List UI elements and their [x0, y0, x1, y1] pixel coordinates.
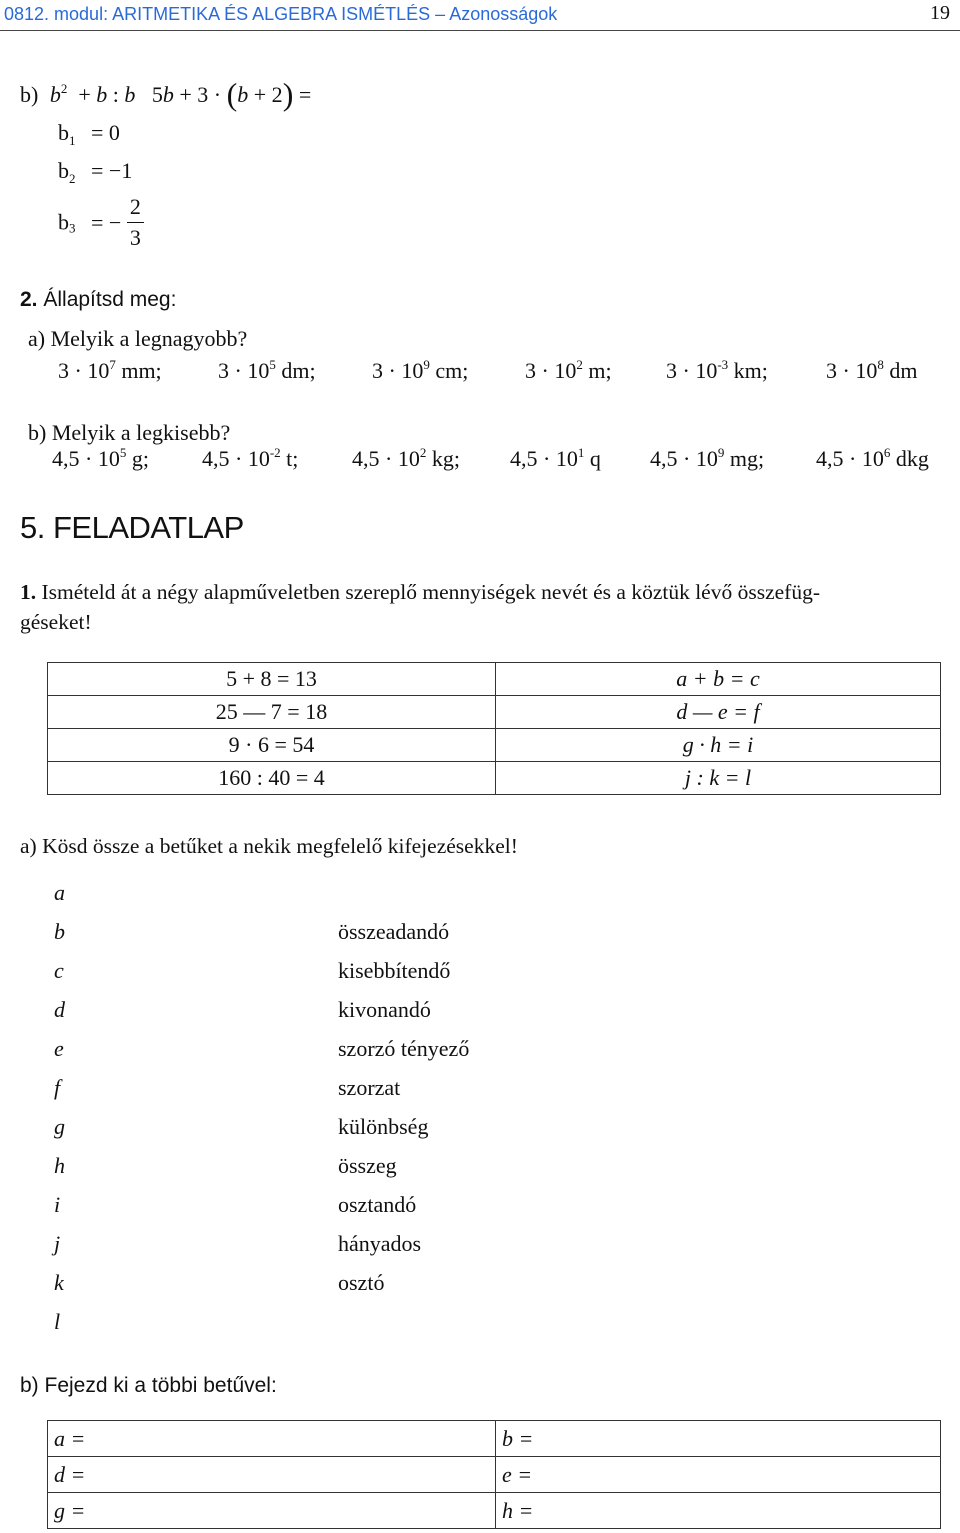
table-cell: 9 · 6 = 54: [48, 729, 496, 762]
task2-a-question: a) Melyik a legnagyobb?: [28, 326, 248, 351]
b-item-2: $4,5 \cdot 10^2$ kg;: [352, 445, 460, 471]
table-row: [48, 696, 941, 729]
a-item-4: $3 \cdot 10^{-3}$ km;: [666, 357, 768, 383]
fill-cell[interactable]: g =: [48, 1493, 496, 1529]
table-row: [48, 1493, 941, 1529]
letter-item[interactable]: j: [54, 1231, 61, 1256]
table-cell: 5 + 8 = 13: [48, 663, 496, 696]
term-item[interactable]: hányados: [338, 1231, 422, 1256]
term-item[interactable]: összeg: [338, 1153, 397, 1178]
task2-b-question: b) Melyik a legkisebb?: [28, 420, 231, 445]
term-item[interactable]: szorzó tényező: [338, 1036, 470, 1061]
letter-item[interactable]: i: [54, 1192, 61, 1217]
b2-line: $b_2 = -1$: [58, 158, 133, 186]
task1-text-line2: géseket!: [20, 610, 92, 634]
a-item-3: $3 \cdot 10^2$ m;: [525, 357, 612, 383]
expression-line: [20, 76, 311, 113]
letter-item[interactable]: c: [54, 958, 64, 983]
fill-cell[interactable]: d =: [48, 1457, 496, 1493]
section-title: 5. FELADATLAP: [20, 510, 244, 545]
letter-item[interactable]: g: [54, 1114, 65, 1139]
fill-cell[interactable]: a =: [48, 1421, 496, 1457]
table-row: [48, 1457, 941, 1493]
expression-label: b): [20, 82, 39, 107]
letter-item[interactable]: a: [54, 880, 65, 905]
task1-a-instruction: a) Kösd össze a betűket a nekik megfelelő kifejezésekkel!: [20, 834, 518, 858]
table-cell: g · h = i: [496, 729, 941, 762]
table-row: [48, 1421, 941, 1457]
term-item[interactable]: szorzat: [338, 1075, 401, 1100]
task2-heading: 2. Állapítsd meg:: [20, 288, 177, 311]
letter-item[interactable]: f: [54, 1075, 61, 1100]
letter-item[interactable]: b: [54, 919, 65, 944]
term-item[interactable]: különbség: [338, 1114, 429, 1139]
task1-text-line1: 1. Ismételd át a négy alapműveletben szereplő mennyiségek nevét és a köztük lévő összefüg-: [20, 580, 820, 604]
task1-b-instruction: b) Fejezd ki a többi betűvel:: [20, 1374, 277, 1397]
a-item-0: $3 \cdot 10^7$ mm;: [58, 357, 162, 383]
b-item-0: $4,5 \cdot 10^5$ g;: [52, 445, 149, 471]
term-item[interactable]: kivonandó: [338, 997, 431, 1022]
page-number: 19: [930, 2, 950, 24]
table-row: [48, 762, 941, 795]
a-item-1: $3 \cdot 10^5$ dm;: [218, 357, 316, 383]
term-item[interactable]: osztó: [338, 1270, 385, 1295]
letter-item[interactable]: l: [54, 1309, 61, 1334]
letter-item[interactable]: d: [54, 997, 65, 1022]
table-cell: j : k = l: [496, 762, 941, 795]
a-item-2: $3 \cdot 10^9$ cm;: [372, 357, 469, 383]
fill-cell[interactable]: b =: [496, 1421, 941, 1457]
header-divider: [0, 30, 960, 31]
b-item-1: $4,5 \cdot 10^{-2}$ t;: [202, 445, 299, 471]
b-item-3: $4,5 \cdot 10^1$ q: [510, 445, 601, 471]
header-title: 0812. modul: ARITMETIKA ÉS ALGEBRA ISMÉTLÉS – Azonosságok: [4, 4, 558, 24]
b-item-4: $4,5 \cdot 10^9$ mg;: [650, 445, 765, 471]
expression-body: $b^2 + b$ : b 5b + 3 · (b + 2) =: [49, 76, 312, 112]
term-item[interactable]: osztandó: [338, 1192, 417, 1217]
table-cell: a + b = c: [496, 663, 941, 696]
term-item[interactable]: összeadandó: [338, 919, 450, 944]
table-row: [48, 729, 941, 762]
b3-line: $b_3$ = − $\frac{2}{3}$: [58, 194, 144, 251]
table-cell: 160 : 40 = 4: [48, 762, 496, 795]
b1-line: $b_1 = 0$: [58, 120, 120, 148]
letter-item[interactable]: e: [54, 1036, 64, 1061]
letter-item[interactable]: k: [54, 1270, 64, 1295]
fill-table: [47, 1420, 941, 1529]
fill-cell[interactable]: h =: [496, 1493, 941, 1529]
table-row: [48, 663, 941, 696]
letter-item[interactable]: h: [54, 1153, 65, 1178]
table-cell: d — e = f: [496, 696, 941, 729]
fill-cell[interactable]: e =: [496, 1457, 941, 1493]
a-item-5: $3 \cdot 10^8$ dm: [826, 357, 918, 383]
table-cell: 25 — 7 = 18: [48, 696, 496, 729]
b-item-5: $4,5 \cdot 10^6$ dkg: [816, 445, 929, 471]
operations-table: [47, 662, 941, 795]
term-item[interactable]: kisebbítendő: [338, 958, 451, 983]
b3-fraction: $\frac{2}{3}$: [127, 194, 144, 251]
